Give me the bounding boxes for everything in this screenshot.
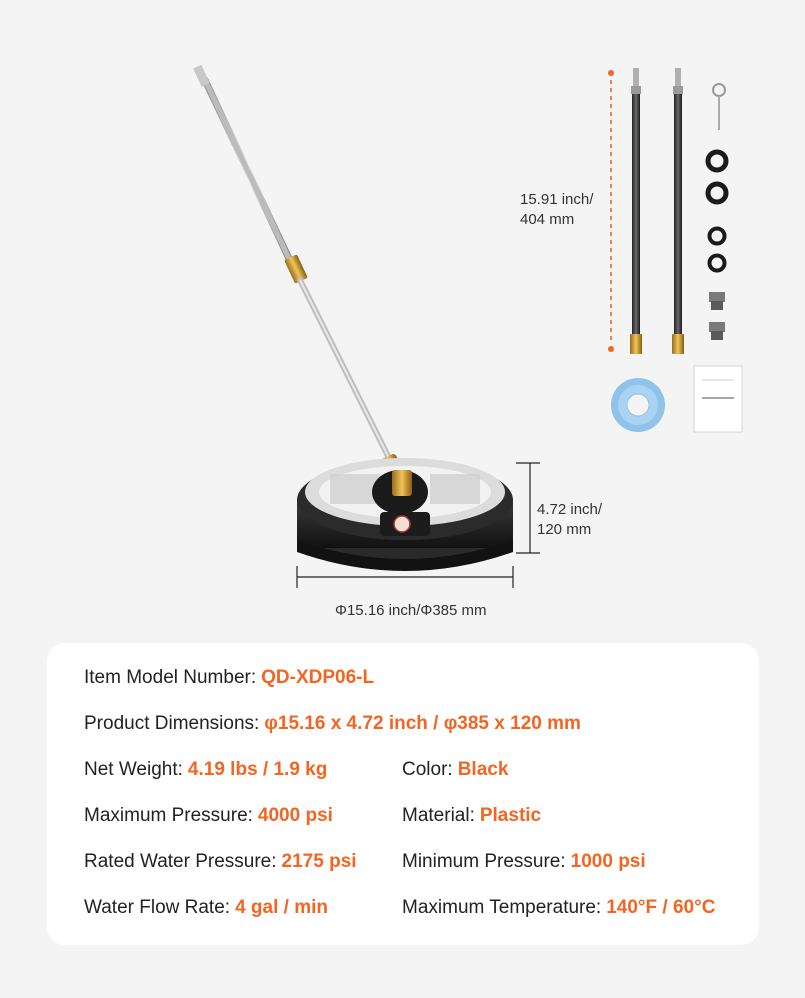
spec-value: 2175 psi [281,851,357,872]
spec-flow-rate [84,897,328,919]
spec-label: Item Model Number: [84,667,257,688]
spec-value: QD-XDP06-L [261,667,375,688]
spec-rated-pressure [84,851,357,873]
surface-cleaner [297,458,513,571]
spec-label: Net Weight: [84,759,183,780]
spec-label: Minimum Pressure: [402,851,566,872]
spec-value: φ15.16 x 4.72 inch / φ385 x 120 mm [264,713,581,734]
spec-model [84,667,374,689]
o-rings [708,152,726,271]
diameter-label: Φ15.16 inch/Φ385 mm [335,602,487,619]
spec-label: Product Dimensions: [84,713,260,734]
spec-value: 4000 psi [257,805,333,826]
spec-value: Black [457,759,509,780]
height-label: 4.72 inch/ 120 mm [537,501,603,538]
spec-value: 4 gal / min [235,897,328,918]
nozzle-plugs [709,292,725,340]
spec-value: Plastic [479,805,542,826]
pin-tool [713,84,725,130]
spec-min-pressure [402,851,646,873]
spec-label: Maximum Temperature: [402,897,602,918]
spec-label: Water Flow Rate: [84,897,231,918]
spec-weight [84,759,327,781]
spec-value: 1000 psi [570,851,646,872]
extension-rod-1 [630,68,642,354]
spec-max-temp [402,897,715,919]
extension-rod-2 [672,68,684,354]
wand [193,65,407,487]
specs-card [47,643,759,945]
spec-color [402,759,508,781]
spec-material [402,805,541,827]
spec-label: Material: [402,805,475,826]
length-label: 15.91 inch/ 404 mm [520,191,594,228]
length-dimension [608,70,614,352]
spec-label: Maximum Pressure: [84,805,253,826]
spec-label: Rated Water Pressure: [84,851,277,872]
spec-label: Color: [402,759,453,780]
spec-dimensions [84,713,581,735]
thread-tape [611,378,665,432]
spec-max-pressure [84,805,333,827]
spec-value: 4.19 lbs / 1.9 kg [187,759,328,780]
manual [694,366,742,432]
spec-value: 140°F / 60°C [606,897,716,918]
